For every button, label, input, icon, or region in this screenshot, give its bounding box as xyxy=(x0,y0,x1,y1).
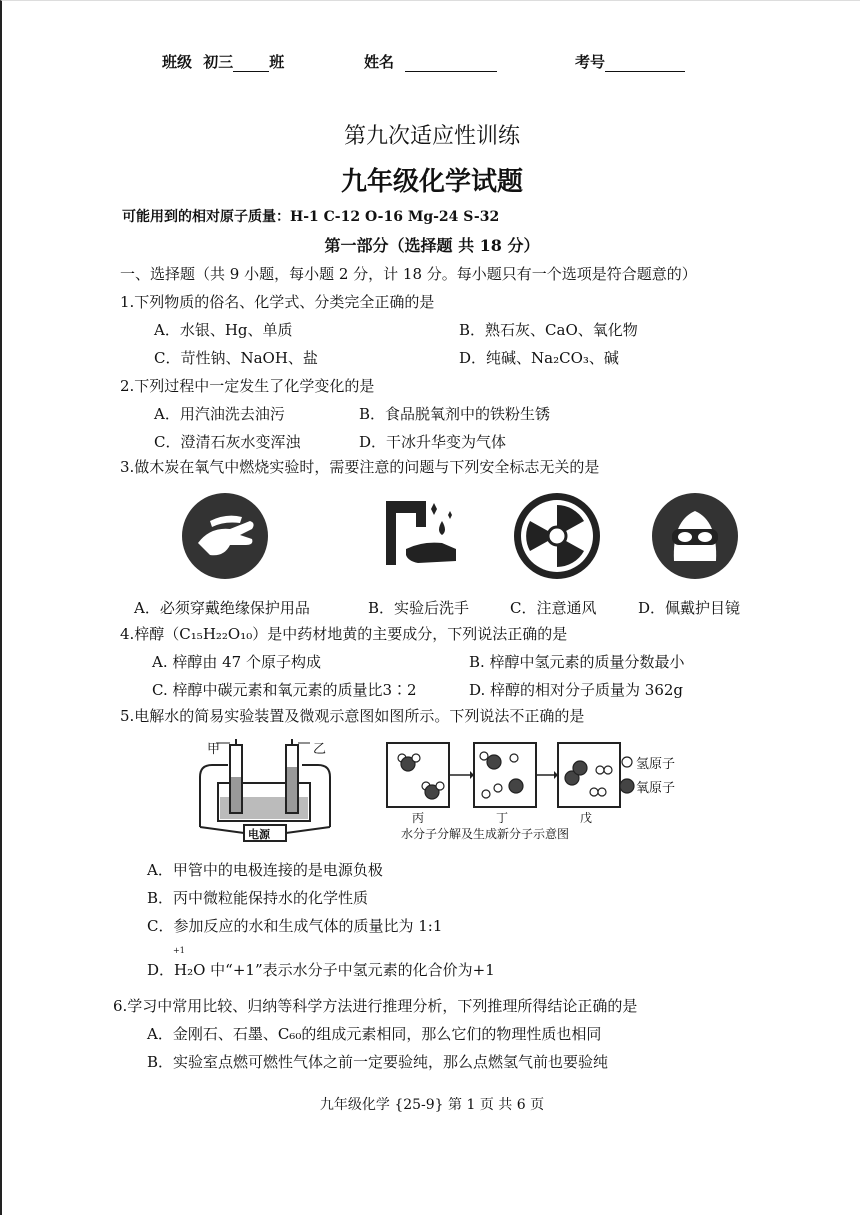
q4-option-a[interactable]: A. 梓醇由 47 个原子构成 xyxy=(152,653,321,671)
q5-option-b[interactable]: B．丙中微粒能保持水的化学性质 xyxy=(147,889,369,907)
q1-option-c[interactable]: C．苛性钠、NaOH、盐 xyxy=(154,349,318,367)
part-title: 第一部分（选择题 共 18 分） xyxy=(324,236,540,255)
question-2-stem: 2.下列过程中一定发生了化学变化的是 xyxy=(120,377,375,395)
q3-option-c[interactable]: C．注意通风 xyxy=(510,599,597,617)
exam-no-blank[interactable] xyxy=(605,57,685,72)
atomic-mass-line: 可能用到的相对原子质量：H-1 C-12 O-16 Mg-24 S-32 xyxy=(122,209,500,225)
ventilation-fan-icon xyxy=(512,491,602,581)
class-value: 初三 xyxy=(203,53,234,71)
question-4-stem: 4.梓醇（C₁₅H₂₂O₁₀）是中药材地黄的主要成分，下列说法正确的是 xyxy=(120,625,568,643)
class-blank[interactable] xyxy=(233,57,269,72)
q1-option-d[interactable]: D．纯碱、Na₂CO₃、碱 xyxy=(459,349,619,367)
class-field xyxy=(162,51,284,72)
q3-option-a[interactable]: A．必须穿戴绝缘保护用品 xyxy=(134,599,310,617)
molecular-diagram-figure xyxy=(386,742,626,808)
q4-option-b[interactable]: B. 梓醇中氢元素的质量分数最小 xyxy=(469,653,685,671)
q6-option-a[interactable]: A．金刚石、石墨、C₆₀的组成元素相同，那么它们的物理性质也相同 xyxy=(147,1025,602,1043)
stage-label-wu: 戊 xyxy=(580,811,593,825)
exam-subject-title: 九年级化学试题 xyxy=(340,167,523,197)
class-suffix: 班 xyxy=(269,53,285,71)
left-tube-label: 甲 xyxy=(207,742,221,757)
legend-hydrogen: 氢原子 xyxy=(636,757,676,772)
stage-label-ding: 丁 xyxy=(496,811,509,825)
q4-option-c[interactable]: C. 梓醇中碳元素和氧元素的质量比3∶2 xyxy=(152,681,417,699)
power-source-label: 电源 xyxy=(248,828,270,841)
section-intro: 一、选择题（共 9 小题，每小题 2 分，计 18 分。每小题只有一个选项是符合题意的） xyxy=(120,265,697,283)
right-tube-label: 乙 xyxy=(313,742,327,757)
stage-label-bing: 丙 xyxy=(412,811,425,825)
exam-no-field xyxy=(575,51,685,72)
name-blank[interactable] xyxy=(405,57,497,72)
question-3-stem: 3.做木炭在氧气中燃烧实验时，需要注意的问题与下列安全标志无关的是 xyxy=(120,458,600,476)
q2-option-c[interactable]: C．澄清石灰水变浑浊 xyxy=(154,433,301,451)
q5-option-a[interactable]: A．甲管中的电极连接的是电源负极 xyxy=(147,861,383,879)
name-field xyxy=(364,51,497,72)
hand-washing-icon xyxy=(372,491,462,581)
q2-option-d[interactable]: D．干冰升华变为气体 xyxy=(359,433,507,451)
exam-round-title: 第九次适应性训练 xyxy=(343,124,520,149)
exam-no-label: 考号 xyxy=(575,53,606,71)
q4-option-d[interactable]: D. 梓醇的相对分子质量为 362g xyxy=(469,681,684,699)
q5-option-d[interactable]: D．H₂O 中“+1”表示水分子中氢元素的化合价为+1 xyxy=(147,961,495,979)
q3-option-d[interactable]: D．佩戴护目镜 xyxy=(638,599,741,617)
question-1-stem: 1.下列物质的俗名、化学式、分类完全正确的是 xyxy=(120,293,435,311)
insulated-gloves-icon xyxy=(180,491,270,581)
figure-caption: 水分子分解及生成新分子示意图 xyxy=(401,827,570,841)
safety-goggles-icon xyxy=(650,491,740,581)
q3-option-b[interactable]: B．实验后洗手 xyxy=(368,599,470,617)
q2-option-a[interactable]: A．用汽油洗去油污 xyxy=(154,405,285,423)
name-label: 姓名 xyxy=(364,53,395,71)
question-6-stem: 6.学习中常用比较、归纳等科学方法进行推理分析，下列推理所得结论正确的是 xyxy=(113,997,638,1015)
legend-oxygen: 氧原子 xyxy=(636,781,676,796)
q6-option-b[interactable]: B．实验室点燃可燃性气体之前一定要验纯，那么点燃氢气前也要验纯 xyxy=(147,1053,609,1071)
q5-option-c[interactable]: C．参加反应的水和生成气体的质量比为 1:1 xyxy=(147,917,443,935)
oxygen-atom-legend-icon xyxy=(618,777,636,795)
hydrogen-atom-legend-icon xyxy=(620,755,634,769)
class-label: 班级 xyxy=(162,53,193,71)
q1-option-a[interactable]: A．水银、Hg、单质 xyxy=(154,321,293,339)
q2-option-b[interactable]: B．食品脱氧剂中的铁粉生锈 xyxy=(359,405,551,423)
page-footer: 九年级化学 {25-9} 第 1 页 共 6 页 xyxy=(319,1097,545,1113)
valence-superscript: +1 xyxy=(173,946,185,955)
question-5-stem: 5.电解水的简易实验装置及微观示意图如图所示。下列说法不正确的是 xyxy=(120,707,585,725)
q1-option-b[interactable]: B．熟石灰、CaO、氧化物 xyxy=(459,321,638,339)
